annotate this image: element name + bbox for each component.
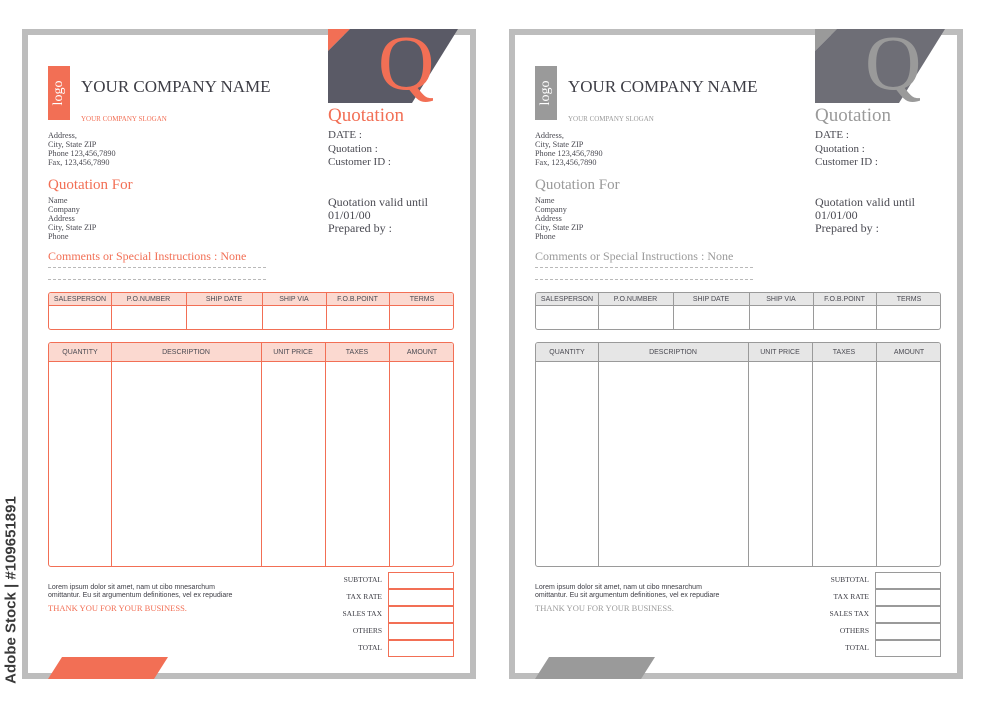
footer-note: Lorem ipsum dolor sit amet, nam ut cibo mnesarchum omittantur. Eu sit argumentum definitiones, vel ex repudiare — [535, 584, 720, 599]
shipping-column-header: SHIP DATE — [692, 296, 730, 303]
shipping-column-header: SHIP VIA — [766, 296, 796, 303]
items-column-header: AMOUNT — [406, 349, 438, 356]
customer-field: Name — [535, 196, 555, 205]
customer-field: Address — [48, 214, 75, 223]
customer-field: Name — [48, 196, 68, 205]
totals-value-box — [388, 589, 454, 606]
quotation-for-title: Quotation For — [535, 177, 620, 193]
totals-row — [795, 589, 941, 606]
shipping-column-header: SHIP DATE — [205, 296, 243, 303]
logo-block — [48, 66, 70, 120]
totals-value-box — [875, 589, 941, 606]
totals-label: SUBTOTAL — [830, 575, 869, 584]
valid-until-label: Quotation valid until — [328, 195, 428, 209]
shipping-column-header: SALESPERSON — [53, 296, 107, 303]
items-column-header: QUANTITY — [549, 349, 585, 356]
shipping-column-header: TERMS — [896, 296, 922, 303]
quotation-for-fields — [48, 196, 96, 241]
shipping-column-header: TERMS — [409, 296, 435, 303]
company-address — [48, 131, 116, 167]
dashed-line — [535, 267, 753, 268]
totals-row — [308, 606, 454, 623]
company-slogan: YOUR COMPANY SLOGAN — [81, 115, 167, 123]
totals-row — [795, 606, 941, 623]
valid-until-date: 01/01/00 — [328, 208, 371, 222]
totals-label: SALES TAX — [829, 609, 869, 618]
totals-value-box — [388, 640, 454, 657]
items-table — [48, 342, 454, 567]
company-name: YOUR COMPANY NAME — [81, 77, 271, 96]
totals-row — [795, 640, 941, 657]
totals-label: OTHERS — [352, 626, 382, 635]
totals-label: SALES TAX — [342, 609, 382, 618]
corner-decoration — [815, 29, 945, 109]
address-line: Phone 123,456,7890 — [535, 149, 603, 158]
thank-you-note: THANK YOU FOR YOUR BUSINESS. — [535, 603, 674, 613]
totals-row — [795, 623, 941, 640]
company-address — [535, 131, 603, 167]
footer-decoration — [48, 657, 168, 679]
customer-field: Company — [48, 205, 80, 214]
logo-block — [535, 66, 557, 120]
customer-field: Phone — [48, 232, 69, 241]
shipping-column-header: P.O.NUMBER — [613, 296, 658, 303]
totals-value-box — [875, 572, 941, 589]
totals-value-box — [388, 572, 454, 589]
footer-decoration — [535, 657, 655, 679]
prepared-by: Prepared by : — [815, 221, 879, 235]
items-column-header: UNIT PRICE — [760, 349, 800, 356]
items-column-header: AMOUNT — [893, 349, 925, 356]
address-line: Address, — [535, 131, 564, 140]
address-line: Fax, 123,456,7890 — [535, 158, 597, 167]
totals-value-box — [388, 606, 454, 623]
shipping-column-header: SALESPERSON — [540, 296, 594, 303]
items-column-header: TAXES — [832, 349, 856, 356]
quotation-title: Quotation — [328, 105, 404, 126]
company-slogan: YOUR COMPANY SLOGAN — [568, 115, 654, 123]
address-line: City, State ZIP — [535, 140, 584, 149]
items-column-header: DESCRIPTION — [162, 349, 210, 356]
totals-label: SUBTOTAL — [343, 575, 382, 584]
comments-line: Comments or Special Instructions : None — [535, 249, 734, 263]
logo-text: logo — [51, 80, 66, 106]
comments-line: Comments or Special Instructions : None — [48, 249, 247, 263]
totals-label: TAX RATE — [833, 592, 869, 601]
footer-note: Lorem ipsum dolor sit amet, nam ut cibo mnesarchum omittantur. Eu sit argumentum definitiones, vel ex repudiare — [48, 584, 233, 599]
totals-row — [795, 572, 941, 589]
valid-until-label: Quotation valid until — [815, 195, 915, 209]
totals-row — [308, 640, 454, 657]
shipping-column-header: F.O.B.POINT — [337, 296, 378, 303]
totals-value-box — [875, 640, 941, 657]
items-column-header: DESCRIPTION — [649, 349, 697, 356]
quotation-for-fields — [535, 196, 583, 241]
thank-you-note: THANK YOU FOR YOUR BUSINESS. — [48, 603, 187, 613]
quotation-fields — [815, 129, 878, 170]
validity-block — [815, 196, 915, 235]
corner-letter: Q — [378, 29, 435, 106]
customer-field: Phone — [535, 232, 556, 241]
corner-decoration — [328, 29, 458, 109]
totals-row — [308, 589, 454, 606]
customer-field: City, State ZIP — [535, 223, 584, 232]
totals-label: TOTAL — [358, 643, 382, 652]
totals-value-box — [388, 623, 454, 640]
items-column-header: UNIT PRICE — [273, 349, 313, 356]
quotation-template-orange — [22, 29, 476, 679]
quotation-field: DATE : — [815, 129, 849, 141]
shipping-table — [48, 292, 454, 330]
quotation-fields — [328, 129, 391, 170]
dashed-line — [48, 267, 266, 268]
shipping-column-header: P.O.NUMBER — [126, 296, 171, 303]
quotation-field: Quotation : — [328, 142, 378, 155]
prepared-by: Prepared by : — [328, 221, 392, 235]
quotation-field: DATE : — [328, 129, 362, 141]
address-line: Phone 123,456,7890 — [48, 149, 116, 158]
validity-block — [328, 196, 428, 235]
shipping-column-header: F.O.B.POINT — [824, 296, 865, 303]
customer-field: Address — [535, 214, 562, 223]
dashed-line — [535, 279, 753, 280]
dashed-line — [48, 279, 266, 280]
totals-value-box — [875, 606, 941, 623]
items-column-header: TAXES — [345, 349, 369, 356]
totals-value-box — [875, 623, 941, 640]
valid-until-date: 01/01/00 — [815, 208, 858, 222]
totals-label: TOTAL — [845, 643, 869, 652]
items-column-header: QUANTITY — [62, 349, 98, 356]
quotation-template-gray — [509, 29, 963, 679]
customer-field: Company — [535, 205, 567, 214]
stock-id-mark: Adobe Stock | #109651891 — [2, 496, 20, 684]
totals-row — [308, 572, 454, 589]
quotation-for-title: Quotation For — [48, 177, 133, 193]
quotation-title: Quotation — [815, 105, 891, 126]
totals-label: OTHERS — [839, 626, 869, 635]
corner-letter: Q — [865, 29, 922, 106]
totals-row — [308, 623, 454, 640]
quotation-field: Customer ID : — [328, 156, 391, 168]
logo-text: logo — [538, 80, 553, 106]
address-line: Fax, 123,456,7890 — [48, 158, 110, 167]
shipping-table — [535, 292, 941, 330]
company-name: YOUR COMPANY NAME — [568, 77, 758, 96]
totals-label: TAX RATE — [346, 592, 382, 601]
address-line: Address, — [48, 131, 77, 140]
address-line: City, State ZIP — [48, 140, 97, 149]
quotation-field: Customer ID : — [815, 156, 878, 168]
customer-field: City, State ZIP — [48, 223, 97, 232]
items-table — [535, 342, 941, 567]
shipping-column-header: SHIP VIA — [279, 296, 309, 303]
quotation-field: Quotation : — [815, 142, 865, 155]
